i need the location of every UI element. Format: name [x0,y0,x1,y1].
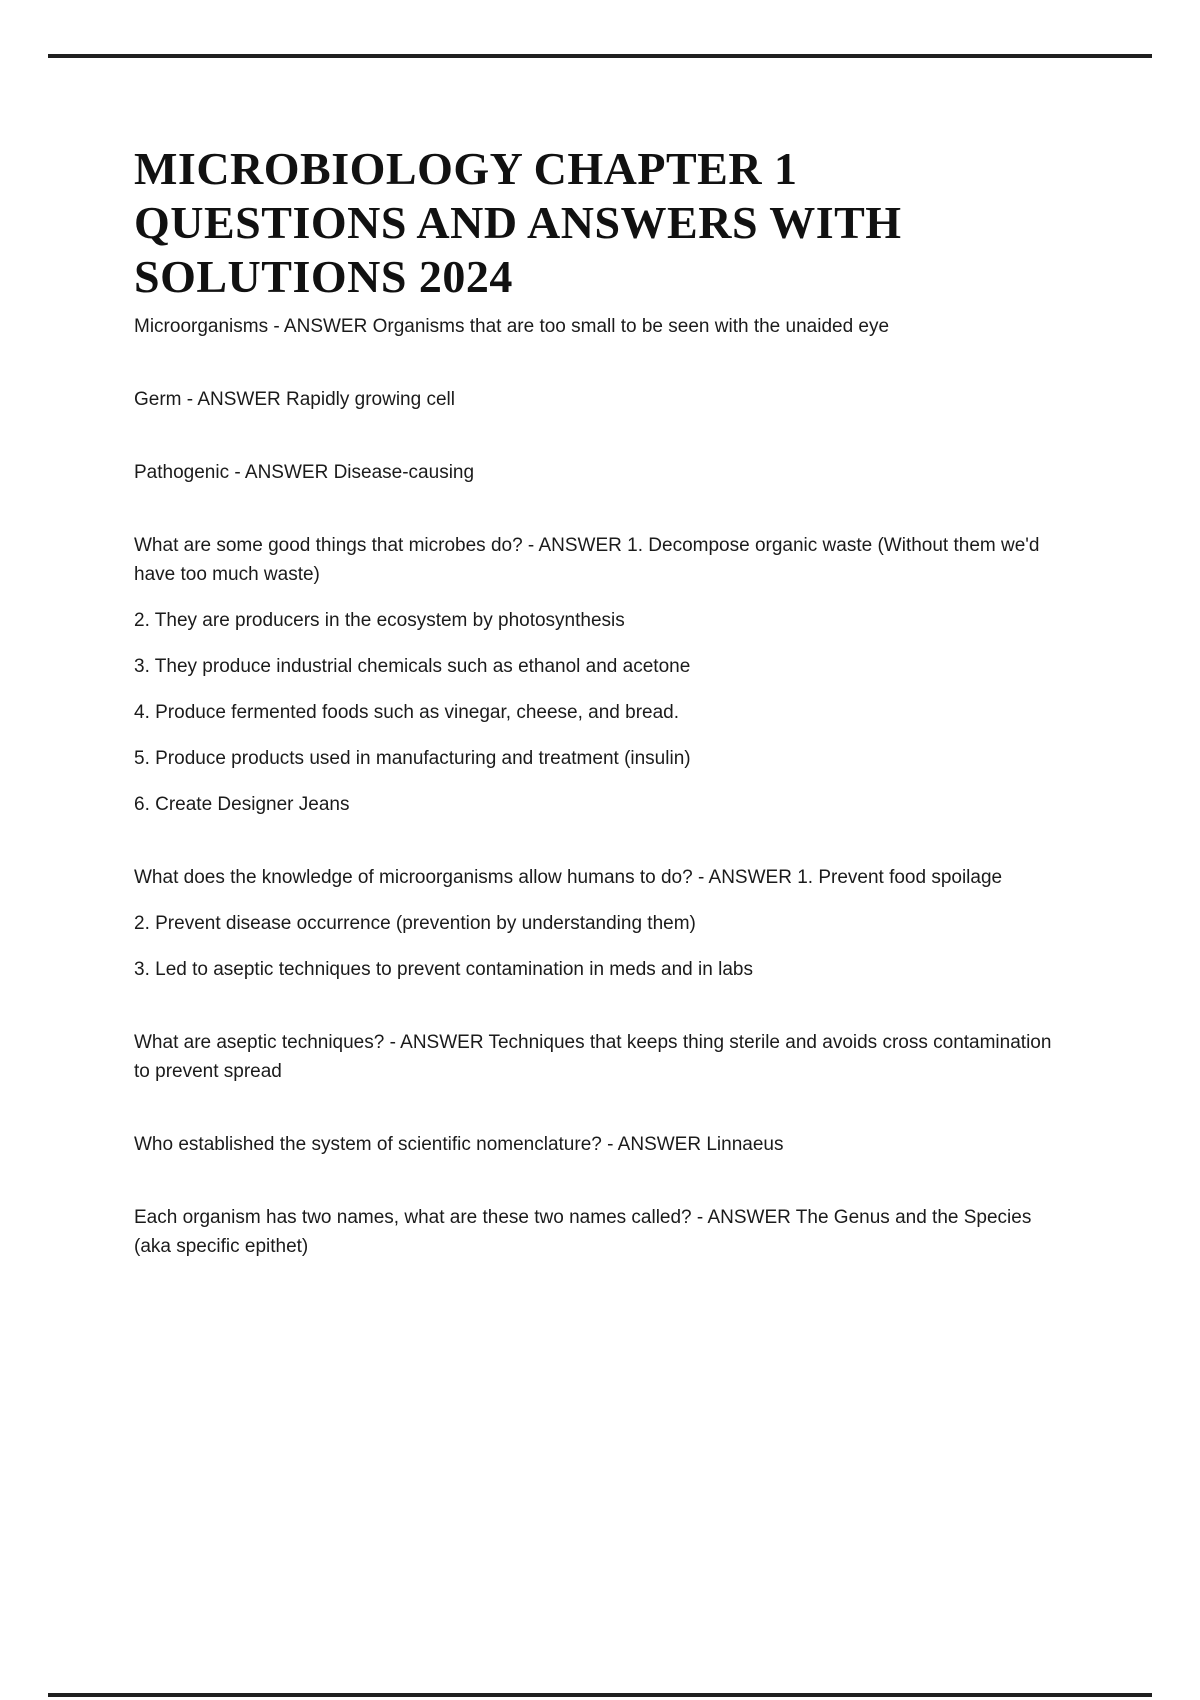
qa-paragraph: 4. Produce fermented foods such as vinegar, cheese, and bread. [134,702,680,723]
bottom-border-rule [48,1693,1152,1697]
qa-paragraph: 2. Prevent disease occurrence (prevention by understanding them) [134,913,696,934]
qa-paragraph-list [134,312,1068,1261]
qa-paragraph: Each organism has two names, what are these two names called? - ANSWER The Genus and the Species (aka specific epithet) [134,1207,1032,1257]
top-border-rule [48,54,1152,58]
qa-paragraph: Microorganisms - ANSWER Organisms that are too small to be seen with the unaided eye [134,316,890,337]
qa-paragraph: 3. They produce industrial chemicals such as ethanol and acetone [134,656,691,677]
page-title [134,142,1068,304]
qa-paragraph: 5. Produce products used in manufacturing and treatment (insulin) [134,748,691,769]
qa-paragraph: 6. Create Designer Jeans [134,794,350,815]
page-title-line-2: QUESTIONS AND ANSWERS WITH [134,197,902,248]
qa-paragraph: What does the knowledge of microorganisms allow humans to do? - ANSWER 1. Prevent food spoilage [134,867,1003,888]
page-title-line-3: SOLUTIONS 2024 [134,251,513,302]
qa-paragraph: 2. They are producers in the ecosystem by photosynthesis [134,610,625,631]
qa-paragraph: What are some good things that microbes do? - ANSWER 1. Decompose organic waste (Without them we'd have too much waste) [134,535,1040,585]
document-content [134,142,1068,1278]
qa-paragraph: 3. Led to aseptic techniques to prevent contamination in meds and in labs [134,959,753,980]
qa-paragraph: Germ - ANSWER Rapidly growing cell [134,389,455,410]
qa-paragraph: Pathogenic - ANSWER Disease-causing [134,462,475,483]
qa-paragraph: Who established the system of scientific nomenclature? - ANSWER Linnaeus [134,1134,784,1155]
page-title-line-1: MICROBIOLOGY CHAPTER 1 [134,143,798,194]
qa-paragraph: What are aseptic techniques? - ANSWER Techniques that keeps thing sterile and avoids cross contamination to prevent spread [134,1032,1052,1082]
